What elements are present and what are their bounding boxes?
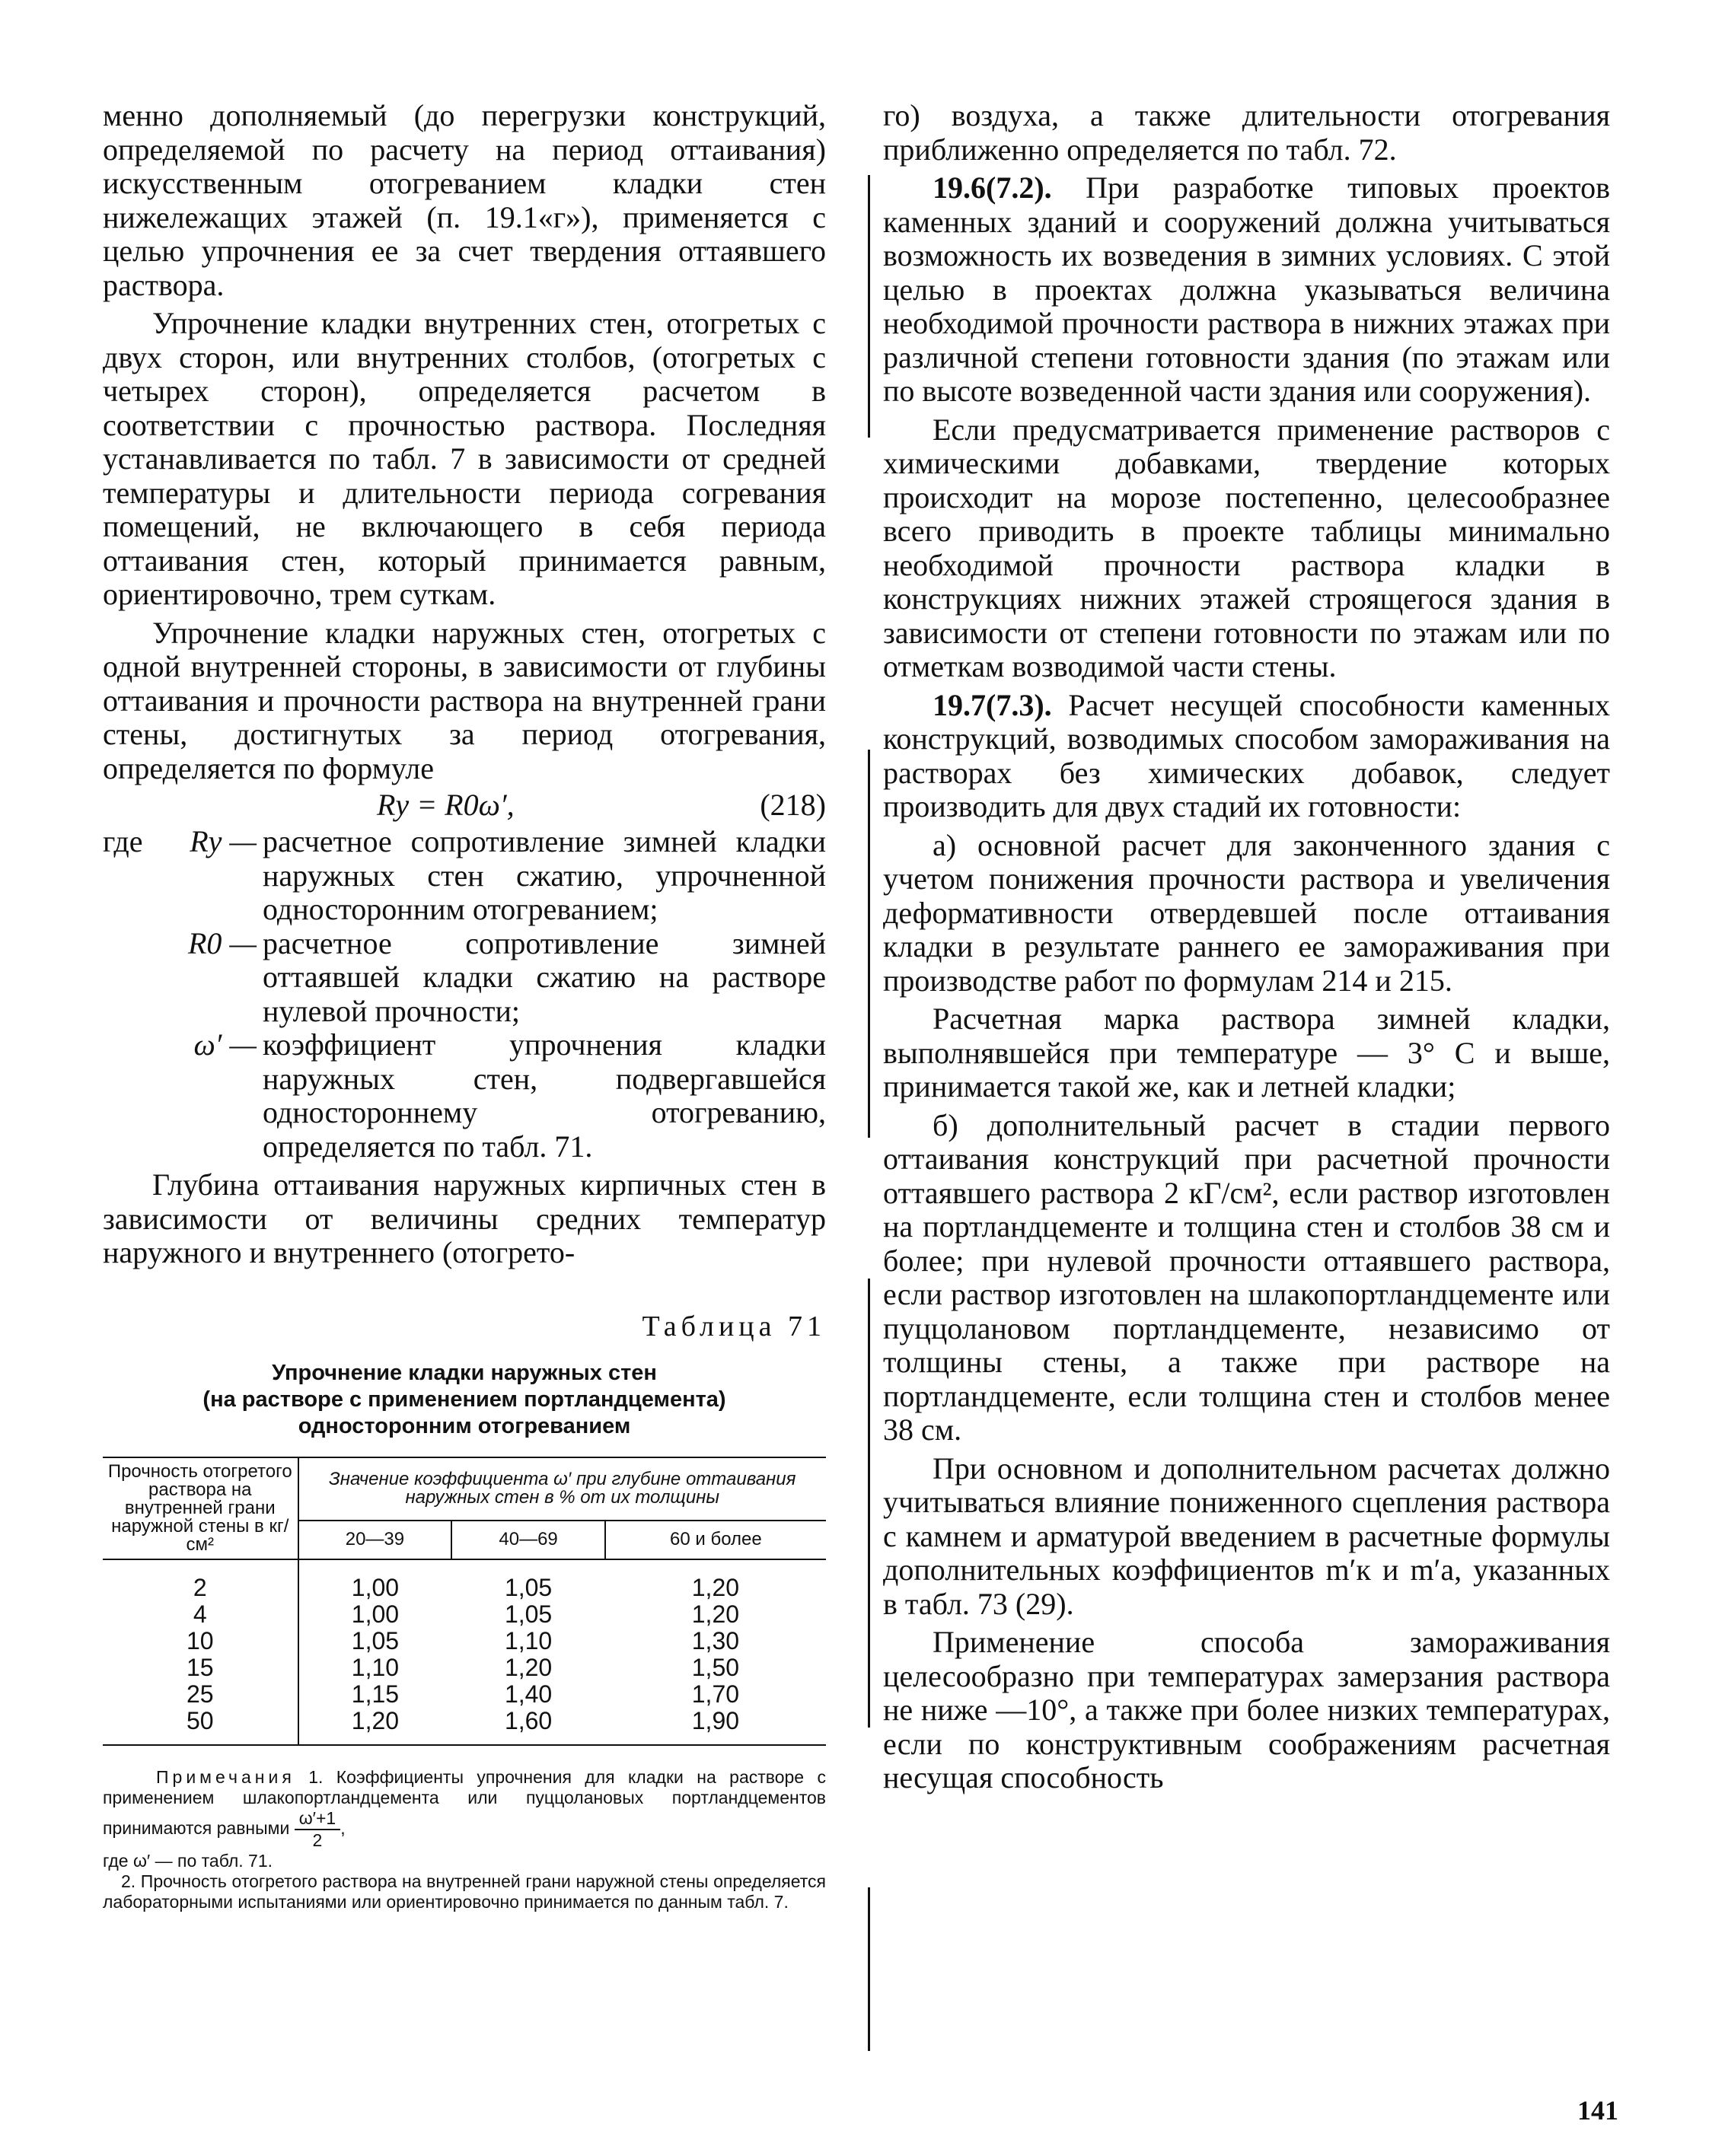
table-subheader: 20—39 — [298, 1521, 452, 1559]
page-number: 141 — [1577, 2095, 1618, 2126]
note-1: 1. Коэффициенты упрочнения для кладки на растворе с применением шлакопортландцемента или пуццолановых портландцементов принимаются равными — [103, 1766, 826, 1838]
note-1-tail: где ω′ — по табл. 71. — [103, 1850, 273, 1871]
right-paragraph-2 — [883, 171, 1610, 409]
formula-expression: Rу = R0ω′, — [377, 788, 515, 822]
clause-19-7: 19.7(7.3). — [933, 687, 1052, 722]
definition-r0 — [103, 927, 826, 1029]
table-subheader: 60 и более — [605, 1521, 826, 1559]
table-cell: 1,20 — [298, 1708, 452, 1734]
table-cell: 10 — [186, 1626, 214, 1654]
definition-where: где — [103, 824, 143, 858]
table-subheader: 40—69 — [451, 1521, 604, 1559]
left-paragraph-3: Упрочнение кладки наружных стен, отогретых с одной внутренней стороны, в зависимости от глубины оттаивания и прочности раствора на внутренней грани стены, достигнутых за период отогревания, определяется по формуле — [103, 615, 826, 785]
fraction-numerator: ω′+1 — [295, 1808, 341, 1830]
table-cell: 1,60 — [504, 1706, 553, 1734]
definition-text: расчетное сопротивление зимней оттаявшей кладки сжатию на растворе нулевой прочности; — [263, 925, 826, 1028]
table-cell: 1,70 — [691, 1680, 740, 1708]
definition-symbol: R0 — — [188, 925, 257, 960]
table-title-line-3: односторонним отогреванием — [298, 1413, 631, 1438]
table-cell: 1,05 — [298, 1628, 452, 1654]
table-cell: 1,30 — [691, 1626, 740, 1654]
right-paragraph-1: го) воздуха, а также длительности отогревания приближенно определяется по табл. 72. — [883, 98, 1610, 167]
table-cell: 1,20 — [504, 1653, 553, 1681]
margin-bar-2 — [868, 750, 870, 1138]
table-header-group: Значение коэффициента ω′ при глубине оттаивания наружных стен в % от их толщины — [298, 1457, 827, 1521]
right-paragraph-9: Применение способа замораживания целесообразно при температурах замерзания раствора не ниже —10°, а также при более низких температурах, если по конструктивным соображениям расчетная несущая способность — [883, 1625, 1610, 1795]
table-row — [103, 1654, 826, 1681]
left-paragraph-1: менно дополняемый (до перегрузки конструкций, определяемой по расчету на период оттаивания) искусственным отогреванием кладки стен нижележащих этажей (п. 19.1«г»), применяется с целью упрочнения ее за счет твердения оттаявшего раствора. — [103, 98, 826, 302]
right-paragraph-4 — [883, 689, 1610, 824]
left-paragraph-4: Глубина оттаивания наружных кирпичных стен в зависимости от величины средних температур наружного и внутреннего (отогрето- — [103, 1167, 826, 1269]
table-cell: 4 — [193, 1600, 207, 1628]
right-paragraph-6: Расчетная марка раствора зимней кладки, выполнявшейся при температуре — 3° С и выше, принимается такой же, как и летней кладки; — [883, 1002, 1610, 1103]
table-title-line-2: (на растворе с применением портландцемента) — [202, 1387, 726, 1412]
formula-number: (218) — [760, 788, 826, 822]
table-row — [103, 1708, 826, 1734]
table-caption: Таблица 71 — [642, 1310, 826, 1342]
clause-19-7-text: Расчет несущей способности каменных конструкций, возводимых способом замораживания на растворах без химических добавок, следует производить для двух стадий их готовности: — [883, 687, 1610, 823]
table-cell: 1,00 — [298, 1575, 452, 1601]
table-cell: 2 — [193, 1573, 207, 1601]
table-cell: 1,40 — [504, 1680, 553, 1708]
table-cell: 50 — [186, 1706, 214, 1734]
table-row — [103, 1601, 826, 1628]
table-notes: Примечания 1. Коэффициенты упрочнения для кладки на растворе с применением шлакопортландцемента или пуццолановых портландцементов принимаются равными $\frac{\omega'+1}{2}$ , где ω′ — по табл. 71. 2. Прочность отогретого раствора на внутренней грани наружной стены определяется лабораторными испытаниями или ориентировочно принимается по данным табл. 7. — [103, 1766, 826, 1912]
left-paragraph-2: Упрочнение кладки внутренних стен, отогретых с двух сторон, или внутренних столбов, (отогретых с четырех сторон), определяется расчетом в соответствии с прочностью раствора. Последняя устанавливается по табл. 7 в зависимости от средней температуры и длительности периода согревания помещений, не включающего в себя периода оттаивания стен, который принимается равным, ориентировочно, трем суткам. — [103, 306, 826, 611]
table-header-strength: Прочность отогретого раствора на внутренней грани наружной стены в кг/см² — [103, 1457, 298, 1559]
note-fraction — [295, 1808, 341, 1851]
right-paragraph-5: а) основной расчет для законченного здания с учетом понижения прочности раствора и увеличения деформативности отвердевшей после оттаивания кладки в результате раннего ее замораживания при производстве работ по формулам 214 и 215. — [883, 827, 1610, 998]
definition-symbol: Rу — — [190, 824, 257, 858]
right-paragraph-3: Если предусматривается применение растворов с химическими добавками, твердение которых происходит на морозе постепенно, целесообразнее всего приводить в проекте таблицы минимально необходимой прочности раствора кладки в конструкциях нижних этажей строящегося здания в зависимости от степени готовности по этажам или по отметкам возводимой части стены. — [883, 412, 1610, 683]
table-title-line-1: Упрочнение кладки наружных стен — [272, 1360, 657, 1385]
table-row — [103, 1628, 826, 1654]
notes-label: Примечания — [156, 1766, 295, 1787]
clause-19-6-text: При разработке типовых проектов каменных зданий и сооружений должна учитываться возможность их возведения в зимних условиях. С этой целью в проектах должна указываться величина необходимой прочности раствора в нижних этажах при различной степени готовности здания (по этажам или по высоте возведенной части здания или сооружения). — [883, 170, 1610, 408]
clause-19-6: 19.6(7.2). — [933, 170, 1052, 205]
right-column — [883, 99, 1610, 1795]
definition-omega — [103, 1028, 826, 1164]
right-paragraph-8: При основном и дополнительном расчетах должно учитываться влияние пониженного сцепления раствора с камнем и арматурой введением в расчетные формулы дополнительных коэффициентов m′к и m′а, указанных в табл. 73 (29). — [883, 1451, 1610, 1621]
table-cell: 1,15 — [298, 1681, 452, 1708]
definitions-list — [103, 825, 826, 1164]
fraction-denominator: 2 — [312, 1830, 323, 1850]
table-cell: 1,10 — [504, 1626, 553, 1654]
table-cell: 1,50 — [691, 1653, 740, 1681]
table-row — [103, 1681, 826, 1708]
definition-text: расчетное сопротивление зимней кладки наружных стен сжатию, упрочненной односторонним отогреванием; — [263, 824, 826, 926]
right-paragraph-7: б) дополнительный расчет в стадии первого оттаивания конструкций при расчетной прочности оттаявшего раствора 2 кГ/см², если раствор изготовлен на портландцементе и толщина стен и столбов 38 см и более; при нулевой прочности оттаявшего раствора, если раствор изготовлен на шлакопортландцементе или пуццолановом портландцементе, независимо от толщины стены, а также при растворе на портландцементе, если толщина стен и столбов менее 38 см. — [883, 1107, 1610, 1447]
table-cell: 1,05 — [504, 1600, 553, 1628]
table-cell: 25 — [186, 1680, 214, 1708]
margin-bar-1 — [868, 175, 870, 438]
table-row — [103, 1575, 826, 1601]
table-cell: 1,00 — [298, 1601, 452, 1628]
table-cell: 1,90 — [691, 1706, 740, 1734]
table-cell: 1,10 — [298, 1654, 452, 1681]
table-cell: 1,20 — [691, 1573, 740, 1601]
left-column — [103, 99, 826, 1912]
table-cell: 15 — [186, 1653, 214, 1681]
note-2: 2. Прочность отогретого раствора на внутренней грани наружной стены определяется лабораторными испытаниями или ориентировочно принимается по данным табл. 7. — [103, 1871, 826, 1912]
table-cell: 1,05 — [504, 1573, 553, 1601]
table-cell: 1,20 — [691, 1600, 740, 1628]
table-title — [103, 1360, 826, 1440]
margin-bar-3 — [868, 1279, 870, 1728]
formula-218 — [103, 788, 826, 822]
definition-text: коэффициент упрочнения кладки наружных стен, подвергавшейся одностороннему отогреванию, определяется по табл. 71. — [263, 1027, 826, 1164]
definition-ry — [103, 825, 826, 927]
margin-bar-4 — [868, 1887, 870, 2051]
table-71 — [103, 1457, 826, 1746]
definition-symbol: ω′ — — [193, 1027, 257, 1062]
